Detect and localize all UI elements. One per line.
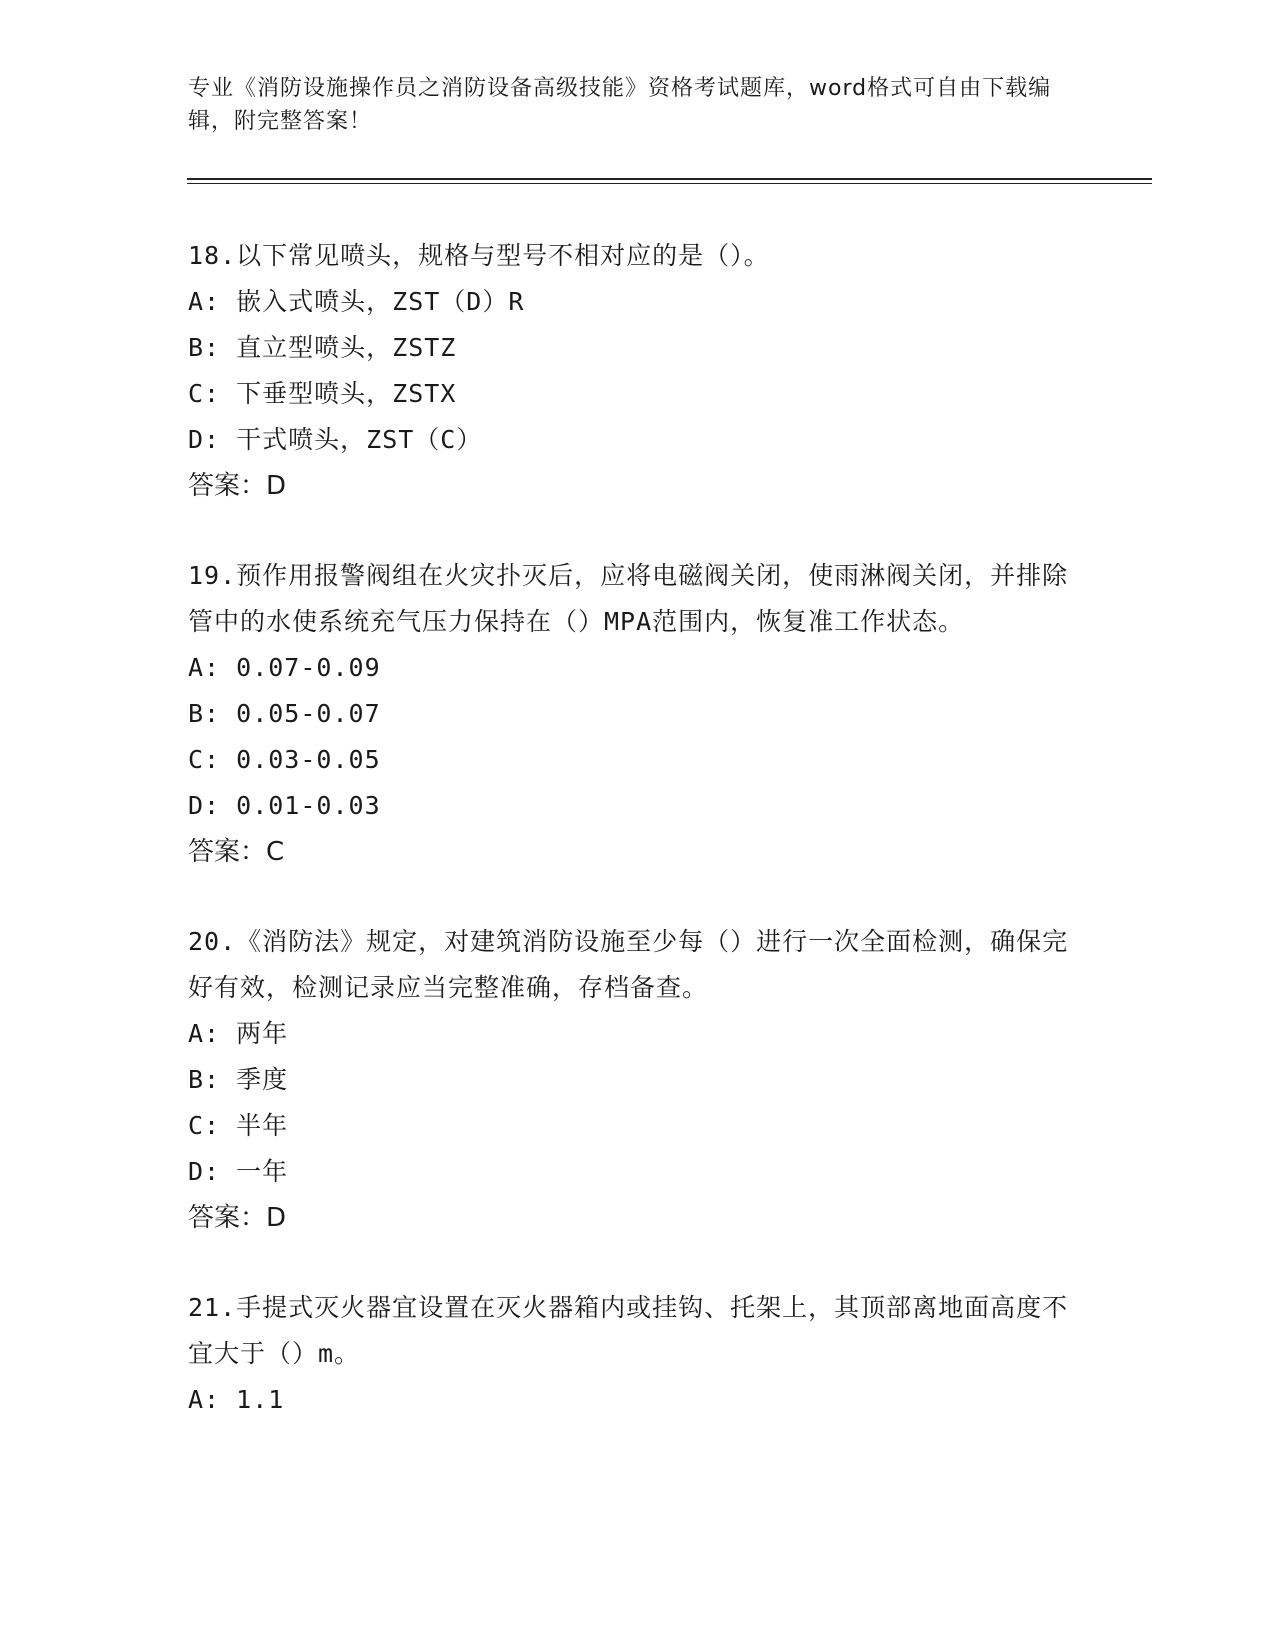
question-stem: 18.以下常见喷头，规格与型号不相对应的是（）。	[188, 241, 770, 270]
option-b: B: 0.05-0.07	[188, 699, 381, 728]
question-20	[188, 919, 1088, 1241]
answer: 答案：C	[188, 837, 285, 867]
answer: 答案：D	[188, 471, 287, 501]
header-divider	[187, 178, 1152, 184]
option-a: A: 1.1	[188, 1385, 285, 1414]
answer: 答案：D	[188, 1203, 287, 1233]
question-19	[188, 553, 1088, 875]
question-stem: 20.《消防法》规定，对建筑消防设施至少每（）进行一次全面检测，确保完好有效，检测记录应当完整准确，存档备查。	[188, 927, 1069, 1002]
question-list	[188, 233, 1088, 1467]
question-stem: 21.手提式灭火器宜设置在灭火器箱内或挂钩、托架上，其顶部离地面高度不宜大于（）m。	[188, 1293, 1069, 1368]
option-c: C: 半年	[188, 1111, 289, 1140]
option-b: B: 季度	[188, 1065, 289, 1094]
document-header	[188, 72, 1088, 138]
option-a: A: 0.07-0.09	[188, 653, 381, 682]
option-d: D: 干式喷头，ZST（C）	[188, 425, 483, 454]
option-a: A: 两年	[188, 1019, 289, 1048]
option-c: C: 0.03-0.05	[188, 745, 381, 774]
option-b: B: 直立型喷头，ZSTZ	[188, 333, 457, 362]
option-a: A: 嵌入式喷头，ZST（D）R	[188, 287, 525, 316]
option-c: C: 下垂型喷头，ZSTX	[188, 379, 457, 408]
option-d: D: 0.01-0.03	[188, 791, 381, 820]
option-d: D: 一年	[188, 1157, 289, 1186]
question-21	[188, 1285, 1088, 1423]
header-text: 专业《消防设施操作员之消防设备高级技能》资格考试题库，word格式可自由下载编辑，附完整答案！	[188, 76, 1052, 134]
question-stem: 19.预作用报警阀组在火灾扑灭后，应将电磁阀关闭，使雨淋阀关闭，并排除管中的水使系统充气压力保持在（）MPA范围内，恢复准工作状态。	[188, 561, 1069, 636]
question-18	[188, 233, 1088, 509]
